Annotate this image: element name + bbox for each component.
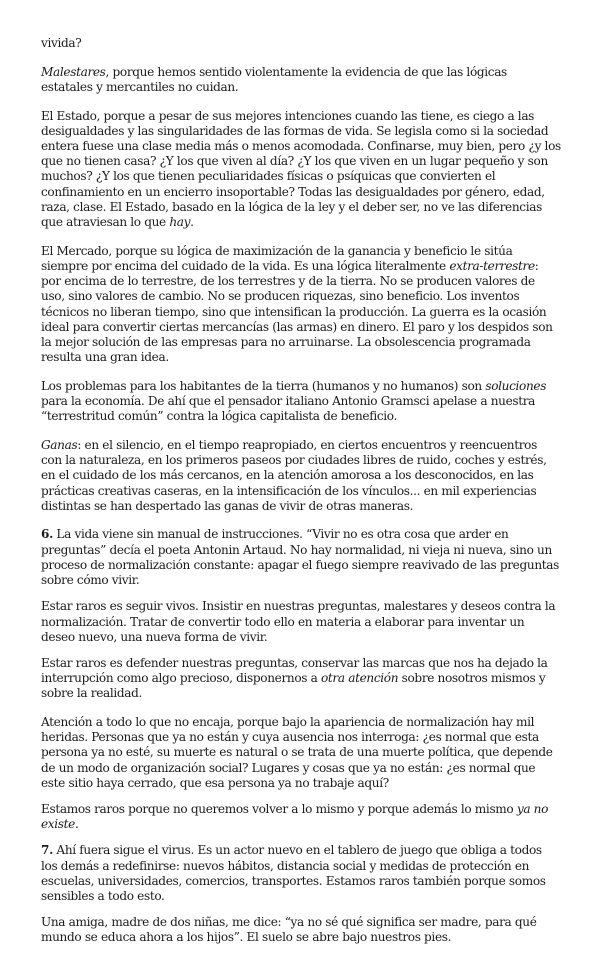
text-run: sobre nosotros mismos y sobre la realidad. — [41, 671, 546, 701]
text-run: . — [190, 215, 194, 230]
text-run: : en el silencio, en el tiempo reapropiado, en ciertos encuentros y reencuentros con la naturaleza, en los primeros paseos por ciudades libres de ruido, coches y estrés, en el cuidado de los más cercanos, en la atención amorosa a los desconocidos, en las prácticas creativas caseras, en la intensificación de los vínculos... en mil experiencias distintas se han despertado las ganas de vivir de otras maneras. — [41, 437, 547, 513]
italic-run: extra-terrestre — [449, 258, 535, 273]
paragraph-13 — [41, 915, 561, 945]
text-run: El Estado, porque a pesar de sus mejores intenciones cuando las tiene, es ciego a las desigualdades y las singularidades de las formas de vida. Se legisla como si la sociedad entera fuese una clase media más o menos acomodada. Confinarse, muy bien, pero ¿y los que no tienen casa? ¿Y los que viven al día? ¿Y los que viven en un lugar pequeño y son muchos? ¿Y los que tienen peculiaridades físicas o psíquicas que convierten el confinamiento en un encierro insoportable? Todas las desigualdades por género, edad, raza, clase. El Estado, basado en la lógica de la ley y el deber ser, no ve las diferencias que atraviesan lo que — [41, 108, 561, 230]
document-page — [41, 36, 561, 959]
text-run: vivida? — [41, 36, 82, 50]
text-run: Ahí fuera sigue el virus. Es un actor nuevo en el tablero de juego que obliga a todos los demás a redefinirse: nuevos hábitos, distancia social y medidas de protección en escuelas, universidades, comercios, transportes. Estamos raros también porque somos sensibles a todo esto. — [41, 843, 546, 904]
italic-run: hay — [169, 215, 191, 230]
text-run: La vida viene sin manual de instrucciones. “Vivir no es otra cosa que arder en preguntas” decía el poeta Antonin Artaud. No hay normalidad, ni vieja ni nueva, sino un proceso de normalización constante: apagar el fuego siempre reavivado de las preguntas sobre cómo vivir. — [41, 527, 559, 588]
italic-run: soluciones — [485, 378, 547, 393]
text-run: . — [74, 817, 79, 832]
paragraph-11 — [41, 802, 561, 832]
paragraph-7 — [41, 527, 561, 588]
paragraph-3 — [41, 109, 561, 231]
text-run: El Mercado, porque su lógica de maximización de la ganancia y beneficio le sitúa siempre por encima del cuidado de la vida. Es una lógica literalmente — [41, 243, 513, 273]
paragraph-4 — [41, 244, 561, 366]
paragraph-2 — [41, 65, 561, 95]
section-number: 6. — [41, 527, 53, 542]
text-run: Estar raros es defender nuestras preguntas, conservar las marcas que nos ha dejado la interrupción como algo precioso, disponernos a — [41, 655, 548, 686]
text-run: Estar raros es seguir vivos. Insistir en nuestras preguntas, malestares y deseos contra la normalización. Tratar de convertir todo ello en materia a elaborar para inventar un deseo nuevo, una nueva forma de vivir. — [41, 599, 556, 644]
italic-run: ya no existe — [41, 802, 549, 832]
italic-run: otra atención — [320, 671, 399, 686]
text-run: Estamos raros porque no queremos volver a lo mismo y porque además lo mismo — [41, 802, 517, 817]
paragraph-9 — [41, 656, 561, 702]
text-run: , porque hemos sentido violentamente la evidencia de que las lógicas estatales y mercantiles no cuidan. — [41, 64, 507, 94]
paragraph-1 — [41, 36, 561, 51]
text-run: Atención a todo lo que no encaja, porque bajo la apariencia de normalización hay mil heridas. Personas que ya no están y cuya ausencia nos interroga: ¿es normal que esta persona ya no esté, su muerte es natural o se trata de una muerte política, que depende de un modo de organización social? Lugares y cosas que ya no están: ¿es normal que este sitio haya cerrado, que esa persona ya no trabaje aquí? — [41, 715, 553, 790]
italic-run: Ganas — [41, 437, 78, 452]
paragraph-8 — [41, 599, 561, 645]
section-number: 7. — [41, 843, 53, 858]
text-run: : por encima de lo terrestre, de los terrestres y de la tierra. No se producen valores de uso, sino valores de cambio. No se producen riquezas, sino beneficio. Los inventos técnicos no liberan tiempo, sino que intensifican la producción. La guerra es la ocasión ideal para convertir ciertas mercancías (las armas) en dinero. El paro y los despidos son la mejor solución de las empresas para no arruinarse. La obsolescencia programada resulta una gran idea. — [41, 258, 553, 365]
paragraph-10 — [41, 715, 561, 791]
text-run: Los problemas para los habitantes de la tierra (humanos y no humanos) son — [41, 378, 486, 393]
text-run: Una amiga, madre de dos niñas, me dice: “ya no sé qué significa ser madre, para qué mundo se educa ahora a los hijos”. El suelo se abre bajo nuestros pies. — [41, 915, 537, 945]
paragraph-5 — [41, 379, 561, 425]
text-run: para la economía. De ahí que el pensador italiano Antonio Gramsci apelase a nuestra “terrestritud común” contra la lógica capitalista de beneficio. — [41, 394, 536, 424]
paragraph-12 — [41, 843, 561, 904]
paragraph-6 — [41, 438, 561, 514]
italic-run: Malestares — [41, 64, 106, 79]
